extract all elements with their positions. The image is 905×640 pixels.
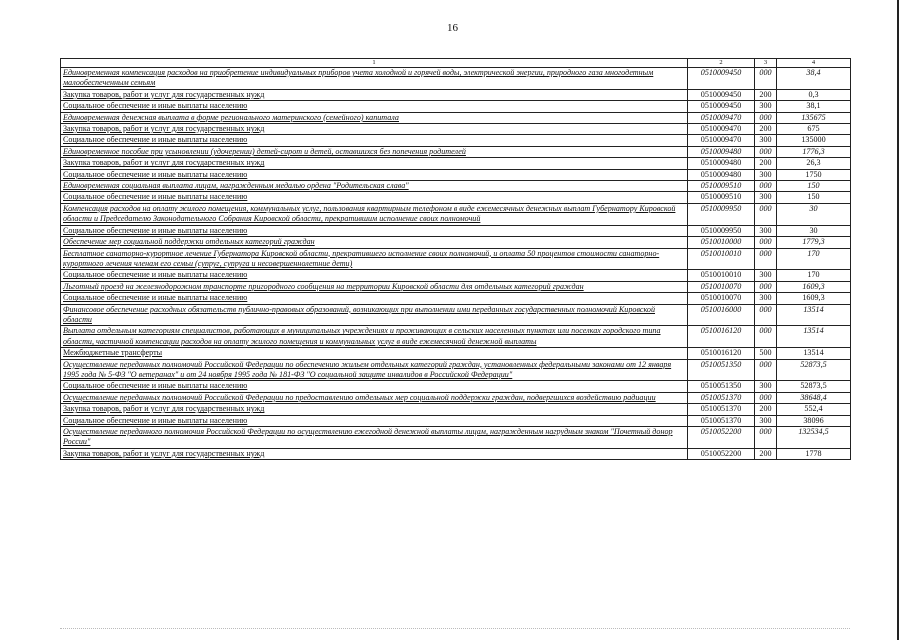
- row-expense-type-cell: 000: [755, 112, 777, 123]
- row-code-cell: 0510009470: [688, 112, 755, 123]
- row-name-cell: Социальное обеспечение и иные выплаты населению: [61, 101, 688, 112]
- row-expense-type-cell: 000: [755, 392, 777, 403]
- table-row: [61, 348, 851, 359]
- header-col-2: 2: [688, 59, 755, 68]
- row-name-cell: Межбюджетные трансферты: [61, 348, 688, 359]
- row-name-cell: Закупка товаров, работ и услуг для государственных нужд: [61, 89, 688, 100]
- table-row: [61, 270, 851, 281]
- row-expense-type-cell: 000: [755, 326, 777, 348]
- table-row: [61, 248, 851, 270]
- row-expense-type-cell: 000: [755, 181, 777, 192]
- row-code-cell: 0510010070: [688, 281, 755, 292]
- row-code-cell: 0510009480: [688, 158, 755, 169]
- row-code-cell: 0510010010: [688, 248, 755, 270]
- scan-artifact: [60, 628, 850, 630]
- table-row: [61, 359, 851, 381]
- table-row: [61, 381, 851, 392]
- table-row: [61, 237, 851, 248]
- table-row: [61, 146, 851, 157]
- row-code-cell: 0510009950: [688, 225, 755, 236]
- table-header-row: [61, 59, 851, 68]
- table-row: [61, 169, 851, 180]
- row-expense-type-cell: 500: [755, 348, 777, 359]
- row-name-cell: Единовременная денежная выплата в форме регионального материнского (семейного) капитала: [61, 112, 688, 123]
- row-sum-cell: 1609,3: [777, 281, 851, 292]
- row-code-cell: 0510051370: [688, 392, 755, 403]
- row-sum-cell: 30: [777, 203, 851, 225]
- row-expense-type-cell: 200: [755, 158, 777, 169]
- table-row: [61, 415, 851, 426]
- table-row: [61, 135, 851, 146]
- row-sum-cell: 170: [777, 248, 851, 270]
- row-code-cell: 0510009470: [688, 135, 755, 146]
- row-expense-type-cell: 200: [755, 124, 777, 135]
- row-code-cell: 0510016120: [688, 348, 755, 359]
- row-expense-type-cell: 000: [755, 304, 777, 326]
- row-name-cell: Закупка товаров, работ и услуг для государственных нужд: [61, 124, 688, 135]
- row-name-cell: Выплата отдельным категориям специалистов, работающих в муниципальных учреждениях и проживающих в сельских населенных пунктах или поселках городского типа области, частичной компенсации расходов на оплату жилого помещения и коммунальных услуг в виде ежемесячной денежной выплаты: [61, 326, 688, 348]
- row-code-cell: 0510051370: [688, 415, 755, 426]
- row-name-cell: Осуществление переданных полномочий Российской Федерации по предоставлению отдельных мер социальной поддержки граждан, подвергшихся воздействию радиации: [61, 392, 688, 403]
- table-row: [61, 281, 851, 292]
- row-sum-cell: 1750: [777, 169, 851, 180]
- row-name-cell: Социальное обеспечение и иные выплаты населению: [61, 415, 688, 426]
- row-code-cell: 0510051350: [688, 359, 755, 381]
- row-sum-cell: 135000: [777, 135, 851, 146]
- row-name-cell: Единовременная социальная выплата лицам, награжденным медалью ордена "Родительская слава": [61, 181, 688, 192]
- row-name-cell: Социальное обеспечение и иные выплаты населению: [61, 192, 688, 203]
- row-sum-cell: 1776,3: [777, 146, 851, 157]
- row-expense-type-cell: 000: [755, 237, 777, 248]
- table-row: [61, 392, 851, 403]
- row-sum-cell: 38,4: [777, 68, 851, 90]
- row-code-cell: 0510052200: [688, 448, 755, 459]
- row-sum-cell: 38096: [777, 415, 851, 426]
- row-sum-cell: 132534,5: [777, 427, 851, 449]
- row-name-cell: Закупка товаров, работ и услуг для государственных нужд: [61, 448, 688, 459]
- page-edge-line: [897, 0, 899, 640]
- row-code-cell: 0510010000: [688, 237, 755, 248]
- row-sum-cell: 150: [777, 192, 851, 203]
- row-name-cell: Социальное обеспечение и иные выплаты населению: [61, 293, 688, 304]
- table-row: [61, 326, 851, 348]
- row-name-cell: Социальное обеспечение и иные выплаты населению: [61, 381, 688, 392]
- row-expense-type-cell: 000: [755, 146, 777, 157]
- header-col-1: 1: [61, 59, 688, 68]
- row-expense-type-cell: 300: [755, 381, 777, 392]
- row-name-cell: Закупка товаров, работ и услуг для государственных нужд: [61, 404, 688, 415]
- row-sum-cell: 170: [777, 270, 851, 281]
- row-name-cell: Социальное обеспечение и иные выплаты населению: [61, 270, 688, 281]
- row-code-cell: 0510051370: [688, 404, 755, 415]
- row-expense-type-cell: 300: [755, 293, 777, 304]
- row-expense-type-cell: 000: [755, 203, 777, 225]
- row-code-cell: 0510016120: [688, 326, 755, 348]
- row-expense-type-cell: 200: [755, 448, 777, 459]
- row-name-cell: Социальное обеспечение и иные выплаты населению: [61, 169, 688, 180]
- table-row: [61, 192, 851, 203]
- row-sum-cell: 13514: [777, 304, 851, 326]
- budget-table-body: [61, 59, 851, 460]
- row-name-cell: Финансовое обеспечение расходных обязательств публично-правовых образований, возникающих при выполнении ими переданных государственных полномочий Кировской области: [61, 304, 688, 326]
- row-sum-cell: 1779,3: [777, 237, 851, 248]
- table-row: [61, 448, 851, 459]
- header-col-4: 4: [777, 59, 851, 68]
- row-code-cell: 0510009950: [688, 203, 755, 225]
- row-code-cell: 0510010010: [688, 270, 755, 281]
- row-sum-cell: 13514: [777, 348, 851, 359]
- row-sum-cell: 38,1: [777, 101, 851, 112]
- row-sum-cell: 13514: [777, 326, 851, 348]
- row-code-cell: 0510010070: [688, 293, 755, 304]
- row-name-cell: Компенсация расходов на оплату жилого помещения, коммунальных услуг, пользования квартирным телефоном в виде ежемесячных денежных выплат Губернатору Кировской области и Председателю Законодательного Собрания Кировской области, прекратившим исполнение своих полномочий: [61, 203, 688, 225]
- table-row: [61, 181, 851, 192]
- row-code-cell: 0510009450: [688, 101, 755, 112]
- row-name-cell: Льготный проезд на железнодорожном транспорте пригородного сообщения на территории Кировской области для отдельных категорий граждан: [61, 281, 688, 292]
- row-expense-type-cell: 200: [755, 404, 777, 415]
- row-code-cell: 0510009450: [688, 68, 755, 90]
- row-name-cell: Единовременное пособие при усыновлении (удочерении) детей-сирот и детей, оставшихся без попечения родителей: [61, 146, 688, 157]
- row-sum-cell: 552,4: [777, 404, 851, 415]
- row-expense-type-cell: 300: [755, 270, 777, 281]
- row-name-cell: Социальное обеспечение и иные выплаты населению: [61, 225, 688, 236]
- row-code-cell: 0510051350: [688, 381, 755, 392]
- row-expense-type-cell: 300: [755, 101, 777, 112]
- table-row: [61, 158, 851, 169]
- row-expense-type-cell: 300: [755, 225, 777, 236]
- row-sum-cell: 0,3: [777, 89, 851, 100]
- row-name-cell: Осуществление переданного полномочия Российской Федерации по осуществлению ежегодной денежной выплаты лицам, награжденным нагрудным знаком "Почетный донор России": [61, 427, 688, 449]
- row-sum-cell: 135675: [777, 112, 851, 123]
- row-name-cell: Закупка товаров, работ и услуг для государственных нужд: [61, 158, 688, 169]
- row-sum-cell: 26,3: [777, 158, 851, 169]
- row-expense-type-cell: 000: [755, 281, 777, 292]
- row-sum-cell: 52873,5: [777, 381, 851, 392]
- row-expense-type-cell: 000: [755, 359, 777, 381]
- row-code-cell: 0510009470: [688, 124, 755, 135]
- table-row: [61, 203, 851, 225]
- table-row: [61, 404, 851, 415]
- row-name-cell: Обеспечение мер социальной поддержки отдельных категорий граждан: [61, 237, 688, 248]
- row-sum-cell: 38648,4: [777, 392, 851, 403]
- header-col-3: 3: [755, 59, 777, 68]
- row-code-cell: 0510009480: [688, 169, 755, 180]
- row-code-cell: 0510009480: [688, 146, 755, 157]
- table-row: [61, 304, 851, 326]
- row-code-cell: 0510016000: [688, 304, 755, 326]
- row-expense-type-cell: 000: [755, 427, 777, 449]
- table-row: [61, 427, 851, 449]
- row-expense-type-cell: 200: [755, 89, 777, 100]
- row-code-cell: 0510009510: [688, 192, 755, 203]
- page-number: 16: [447, 22, 458, 34]
- row-name-cell: Осуществление переданных полномочий Российской Федерации по обеспечению жильем отдельных категорий граждан, установленных федеральными законами от 12 января 1995 года № 5-ФЗ "О ветеранах" и от 24 ноября 1995 года № 181-ФЗ "О социальной защите инвалидов в Российской Федерации": [61, 359, 688, 381]
- row-expense-type-cell: 000: [755, 68, 777, 90]
- table-row: [61, 101, 851, 112]
- budget-table: [60, 58, 851, 460]
- row-code-cell: 0510009450: [688, 89, 755, 100]
- table-row: [61, 112, 851, 123]
- row-sum-cell: 1778: [777, 448, 851, 459]
- row-code-cell: 0510052200: [688, 427, 755, 449]
- row-expense-type-cell: 300: [755, 192, 777, 203]
- row-expense-type-cell: 000: [755, 248, 777, 270]
- row-name-cell: Социальное обеспечение и иные выплаты населению: [61, 135, 688, 146]
- row-expense-type-cell: 300: [755, 135, 777, 146]
- table-row: [61, 225, 851, 236]
- row-expense-type-cell: 300: [755, 169, 777, 180]
- row-sum-cell: 30: [777, 225, 851, 236]
- table-row: [61, 293, 851, 304]
- table-row: [61, 89, 851, 100]
- table-row: [61, 124, 851, 135]
- row-sum-cell: 150: [777, 181, 851, 192]
- row-sum-cell: 52873,5: [777, 359, 851, 381]
- row-code-cell: 0510009510: [688, 181, 755, 192]
- row-sum-cell: 675: [777, 124, 851, 135]
- row-sum-cell: 1609,3: [777, 293, 851, 304]
- table-row: [61, 68, 851, 90]
- row-name-cell: Бесплатное санаторно-курортное лечение Губернатора Кировской области, прекратившего исполнение своих полномочий, и оплата 50 процентов стоимости санаторно-курортного лечения членам его семьи (супруг, супруга и несовершеннолетние дети): [61, 248, 688, 270]
- row-expense-type-cell: 300: [755, 415, 777, 426]
- row-name-cell: Единовременная компенсация расходов на приобретение индивидуальных приборов учета холодной и горячей воды, электрической энергии, природного газа многодетным малообеспеченным семьям: [61, 68, 688, 90]
